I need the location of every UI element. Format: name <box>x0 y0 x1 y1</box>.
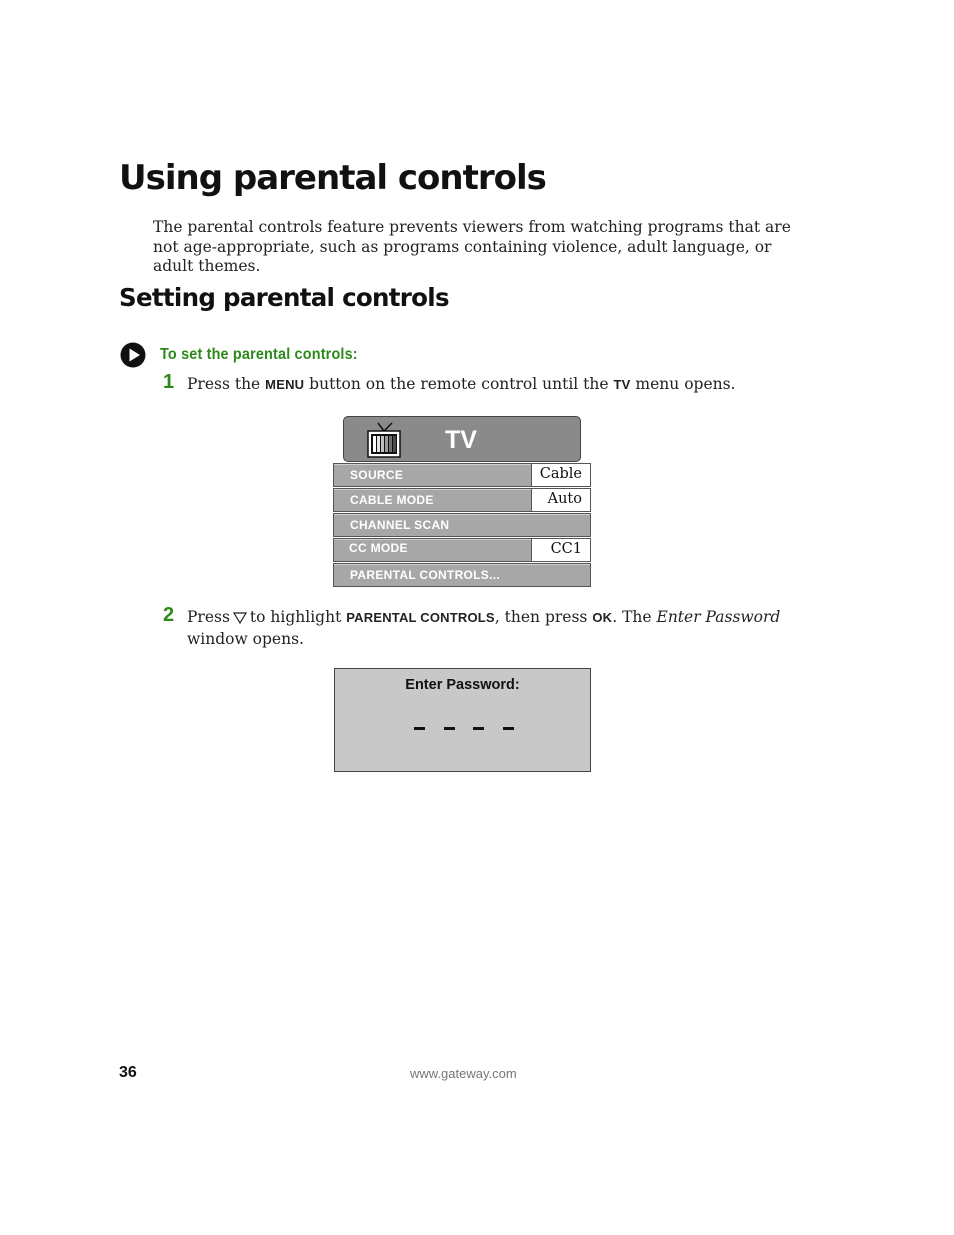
section-title: Setting parental controls <box>119 283 449 312</box>
step-number-1: 1 <box>163 371 175 393</box>
page-title: Using parental controls <box>119 158 546 198</box>
footer-url: www.gateway.com <box>410 1066 517 1081</box>
menu-item-source: SOURCE Cable <box>333 463 591 487</box>
tv-menu-header <box>343 416 581 462</box>
procedure-label: To set the parental controls: <box>160 346 358 363</box>
ok-key: OK <box>592 610 613 625</box>
menu-item-value: CC1 <box>550 541 582 557</box>
menu-item-cable-mode: CABLE MODE Auto <box>333 488 591 512</box>
password-dash <box>473 727 484 730</box>
intro-paragraph: The parental controls feature prevents viewers from watching programs that are not age-appropriate, such as programs containing violence, adult language, or adult themes. <box>153 218 791 275</box>
password-dash <box>414 727 425 730</box>
menu-item-value: Cable <box>539 466 582 482</box>
menu-item-channel-scan: CHANNEL SCAN <box>333 513 591 537</box>
tv-menu-illustration <box>333 416 591 588</box>
step-1-text: Press the MENU button on the remote control until the TV menu opens. <box>187 375 736 393</box>
password-label: Enter Password: <box>405 677 520 693</box>
enter-password-term: Enter Password <box>656 608 781 626</box>
password-dash <box>444 727 455 730</box>
password-dash <box>503 727 514 730</box>
page-number: 36 <box>119 1064 137 1081</box>
step-2-text: Press to highlight PARENTAL CONTROLS, then press OK. The Enter Password window opens. <box>187 608 781 648</box>
tv-key: TV <box>613 377 631 392</box>
menu-item-value: Auto <box>547 491 582 507</box>
television-icon <box>366 421 402 464</box>
menu-key: MENU <box>265 377 305 392</box>
down-arrow-icon <box>233 610 247 630</box>
tv-menu-title: TV <box>445 426 477 454</box>
password-window-illustration <box>334 668 591 772</box>
step-number-2: 2 <box>163 604 175 626</box>
procedure-heading <box>120 342 380 368</box>
parental-controls-key: PARENTAL CONTROLS <box>346 610 495 625</box>
menu-item-cc-mode: CC MODE CC1 <box>333 538 591 562</box>
password-placeholder-dashes <box>414 727 514 735</box>
play-arrow-icon <box>120 342 146 368</box>
menu-item-parental-controls: PARENTAL CONTROLS... <box>333 563 591 587</box>
